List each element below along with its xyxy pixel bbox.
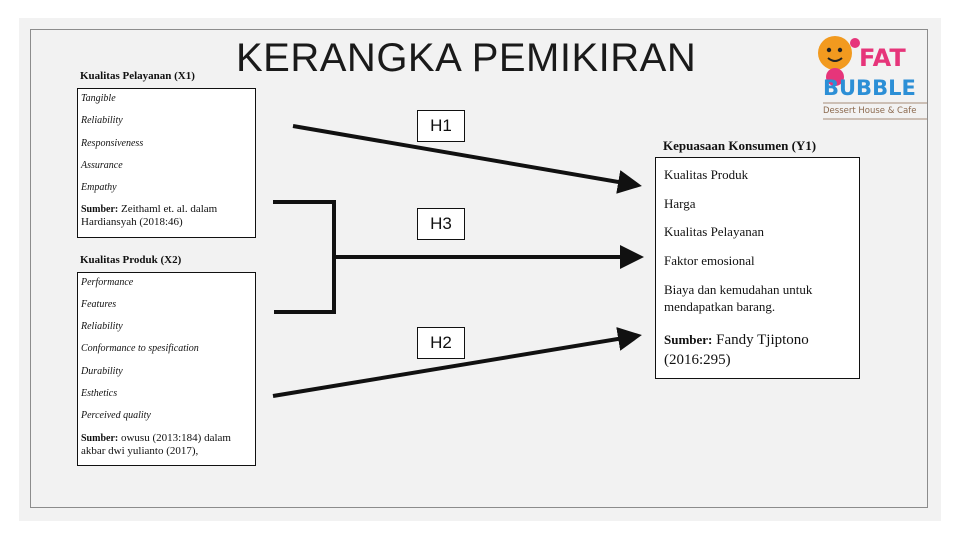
fat-bubble-logo	[815, 33, 930, 123]
y1-item-faktor-emosional: Faktor emosional	[664, 253, 755, 268]
x1-box	[77, 88, 256, 238]
y1-item-biaya-line1: Biaya dan kemudahan untuk	[664, 282, 813, 297]
x1-label: Kualitas Pelayanan (X1)	[80, 70, 195, 82]
x1-source-prefix: Sumber:	[81, 204, 119, 215]
x1-source-line2: Hardiansyah (2018:46)	[81, 216, 183, 228]
x2-source-line1: owusu (2013:184) dalam	[118, 432, 231, 444]
x1-source	[81, 203, 217, 229]
fat-bubble-logo-graphic	[815, 33, 930, 123]
y1-item-biaya-line2: mendapatkan barang.	[664, 299, 776, 314]
y1-source-line2: (2016:295)	[664, 352, 731, 368]
y1-item-biaya	[664, 281, 812, 315]
x2-item-conformance: Conformance to spesification	[81, 343, 199, 354]
x1-item-tangible: Tangible	[81, 93, 116, 104]
x1-item-empathy: Empathy	[81, 182, 117, 193]
y1-item-harga: Harga	[664, 196, 696, 211]
y1-source-line1: Fandy Tjiptono	[712, 332, 809, 348]
x2-item-reliability: Reliability	[81, 321, 123, 332]
page-title: KERANGKA PEMIKIRAN	[236, 36, 697, 80]
logo-tagline: Dessert House & Cafe	[823, 106, 917, 116]
x1-item-reliability: Reliability	[81, 115, 123, 126]
x1-item-assurance: Assurance	[81, 160, 123, 171]
x2-item-features: Features	[81, 299, 117, 310]
hypothesis-h3: H3	[417, 208, 465, 240]
y1-source	[664, 330, 809, 370]
x2-item-perceived-quality: Perceived quality	[81, 410, 151, 421]
hypothesis-h2: H2	[417, 327, 465, 359]
bracket-x1	[273, 202, 334, 312]
logo-line1: FAT	[859, 44, 906, 72]
x2-item-performance: Performance	[81, 277, 134, 288]
y1-label: Kepuasaan Konsumen (Y1)	[663, 138, 817, 153]
y1-item-kualitas-produk: Kualitas Produk	[664, 167, 749, 182]
logo-line2: BUBBLE	[823, 76, 916, 100]
hypothesis-h1: H1	[417, 110, 465, 142]
x2-item-durability: Durability	[81, 366, 123, 377]
x2-label: Kualitas Produk (X2)	[80, 254, 182, 266]
x2-item-esthetics: Esthetics	[81, 388, 118, 399]
x2-source-prefix: Sumber:	[81, 433, 119, 444]
x1-source-line1: Zeithaml et. al. dalam	[118, 203, 218, 215]
y1-item-kualitas-pelayanan: Kualitas Pelayanan	[664, 224, 764, 239]
x2-source	[81, 432, 231, 458]
x2-box	[77, 272, 256, 466]
y1-box	[655, 157, 860, 379]
y1-source-prefix: Sumber:	[664, 332, 713, 347]
x1-item-responsiveness: Responsiveness	[81, 138, 144, 149]
x2-source-line2: akbar dwi yulianto (2017),	[81, 445, 199, 457]
